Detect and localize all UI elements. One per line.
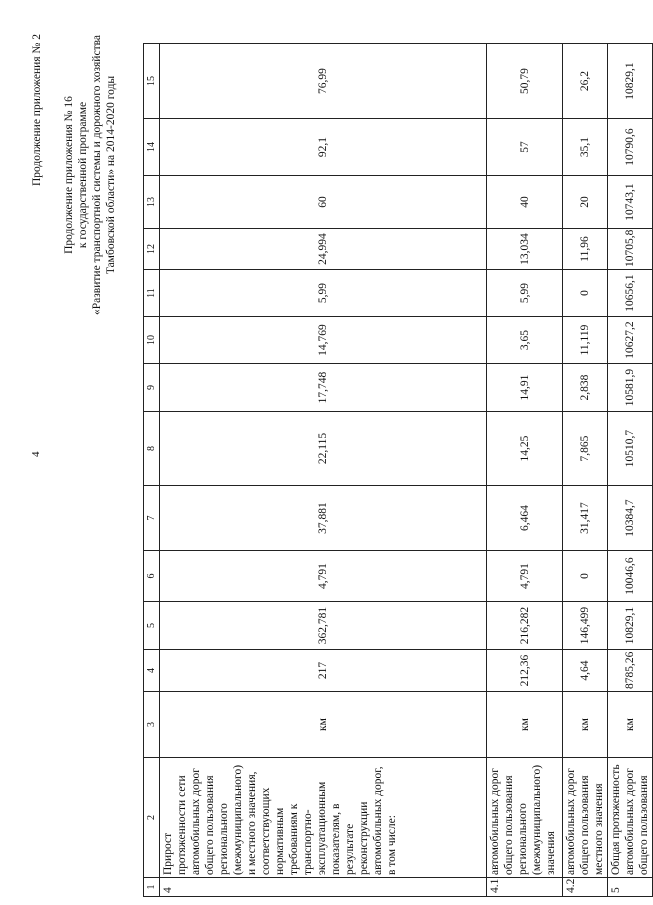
value-cell: 10829,1	[608, 44, 653, 119]
value-cell: 10384,7	[608, 486, 653, 551]
value-cell: 10581,9	[608, 364, 653, 412]
table-row	[160, 44, 487, 897]
header-line-program-region: Тамбовской области» на 2014-2020 годы	[105, 75, 117, 275]
column-number: 5	[144, 602, 160, 650]
value-cell: 0	[563, 551, 608, 602]
value-cell: 3,65	[487, 317, 563, 364]
column-number: 7	[144, 486, 160, 551]
value-cell: 37,881	[160, 486, 487, 551]
value-cell: 8785,26	[608, 650, 653, 692]
unit-cell: км	[160, 692, 487, 758]
value-cell: 0	[563, 270, 608, 317]
value-cell: 14,25	[487, 412, 563, 486]
page-number: 4	[30, 451, 42, 457]
column-number-row	[144, 44, 160, 897]
value-cell: 92,1	[160, 119, 487, 176]
value-cell: 6,464	[487, 486, 563, 551]
value-cell: 11,96	[563, 229, 608, 270]
value-cell: 14,91	[487, 364, 563, 412]
column-number: 6	[144, 551, 160, 602]
column-number: 3	[144, 692, 160, 758]
column-number: 11	[144, 270, 160, 317]
column-number: 1	[144, 878, 160, 897]
header-appendix-block	[62, 10, 118, 340]
value-cell: 10829,1	[608, 602, 653, 650]
value-cell: 14,769	[160, 317, 487, 364]
value-cell: 31,417	[563, 486, 608, 551]
unit-cell: км	[608, 692, 653, 758]
value-cell: 50,79	[487, 44, 563, 119]
value-cell: 4,64	[563, 650, 608, 692]
value-cell: 20	[563, 176, 608, 229]
value-cell: 11,119	[563, 317, 608, 364]
value-cell: 10790,6	[608, 119, 653, 176]
indicator-name: автомобильных дорог общего пользования местного значения	[563, 758, 608, 878]
value-cell: 24,994	[160, 229, 487, 270]
value-cell: 17,748	[160, 364, 487, 412]
column-number: 9	[144, 364, 160, 412]
table-row	[563, 44, 608, 897]
value-cell: 35,1	[563, 119, 608, 176]
row-number: 4.1	[487, 878, 563, 897]
value-cell: 10743,1	[608, 176, 653, 229]
value-cell: 57	[487, 119, 563, 176]
value-cell: 7,865	[563, 412, 608, 486]
value-cell: 10046,6	[608, 551, 653, 602]
value-cell: 60	[160, 176, 487, 229]
indicator-name: автомобильных дорог общего пользования регионального (межмуниципального) значения	[487, 758, 563, 878]
header-line-program: к государственной программе	[77, 101, 89, 249]
column-number: 12	[144, 229, 160, 270]
column-number: 4	[144, 650, 160, 692]
table-body	[144, 44, 653, 897]
value-cell: 212,36	[487, 650, 563, 692]
value-cell: 4,791	[487, 551, 563, 602]
column-number: 10	[144, 317, 160, 364]
header-line-appendix-16: Продолжение приложения № 16	[63, 96, 75, 254]
table-row	[608, 44, 653, 897]
indicator-name: Прирост протяженности сети автомобильных дорог общего пользования регионального (межмуниципального) и местного значения, соответствующих нормативным требованиям к транспортно-эксплуатационным показателям, в результате реконструкции автомобильных дорог, в том числе:	[160, 758, 487, 878]
column-number: 14	[144, 119, 160, 176]
column-number: 15	[144, 44, 160, 119]
value-cell: 2,838	[563, 364, 608, 412]
value-cell: 5,99	[160, 270, 487, 317]
header-line-program-title: «Развитие транспортной системы и дорожного хозяйства	[91, 35, 103, 315]
value-cell: 10510,7	[608, 412, 653, 486]
row-number: 5	[608, 878, 653, 897]
header-continuation-appendix-2: Продолжение приложения № 2	[31, 33, 43, 187]
indicators-table	[143, 43, 653, 897]
value-cell: 22,115	[160, 412, 487, 486]
value-cell: 10656,1	[608, 270, 653, 317]
value-cell: 216,282	[487, 602, 563, 650]
value-cell: 217	[160, 650, 487, 692]
row-number: 4	[160, 878, 487, 897]
value-cell: 10705,8	[608, 229, 653, 270]
unit-cell: км	[563, 692, 608, 758]
unit-cell: км	[487, 692, 563, 758]
value-cell: 26,2	[563, 44, 608, 119]
column-number: 2	[144, 758, 160, 878]
value-cell: 362,781	[160, 602, 487, 650]
value-cell: 76,99	[160, 44, 487, 119]
value-cell: 146,499	[563, 602, 608, 650]
value-cell: 13,034	[487, 229, 563, 270]
row-number: 4.2	[563, 878, 608, 897]
indicator-name: Общая протяженность автомобильных дорог общего пользования	[608, 758, 653, 878]
table-row	[487, 44, 563, 897]
value-cell: 4,791	[160, 551, 487, 602]
value-cell: 40	[487, 176, 563, 229]
value-cell: 10627,2	[608, 317, 653, 364]
column-number: 13	[144, 176, 160, 229]
column-number: 8	[144, 412, 160, 486]
value-cell: 5,99	[487, 270, 563, 317]
